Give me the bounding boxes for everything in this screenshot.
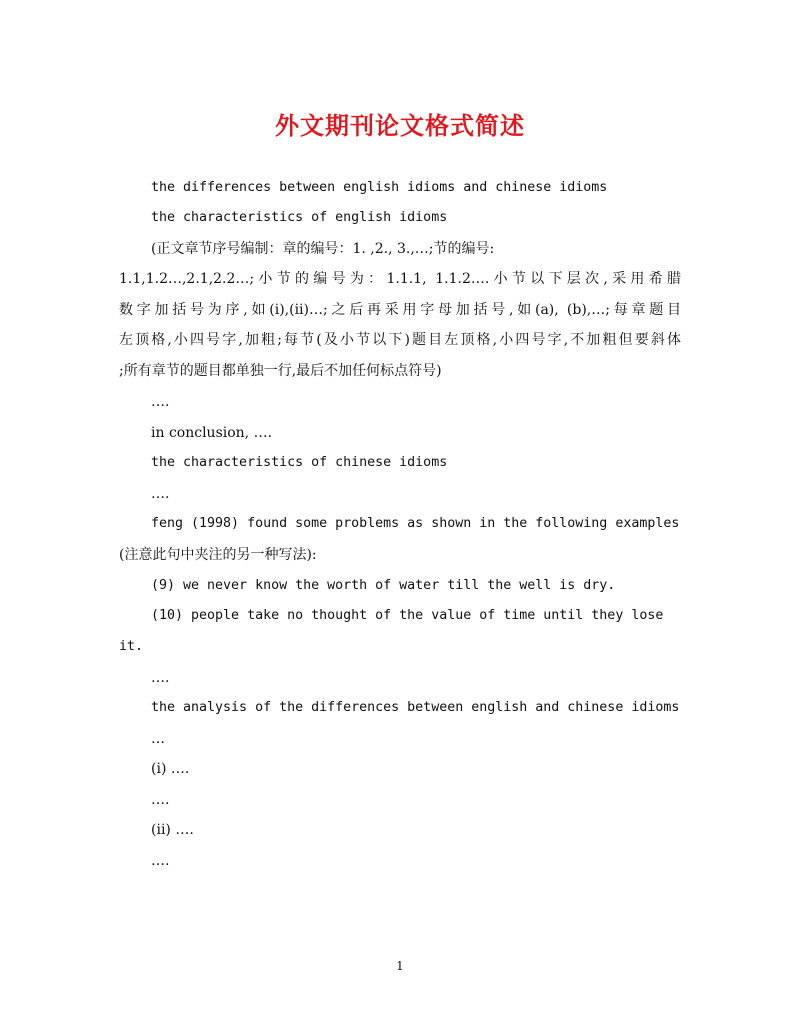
conclusion-line: in conclusion, ….: [151, 425, 273, 441]
heading-english-chinese-idioms: the differences between english idioms and chinese idioms: [151, 180, 608, 195]
subsection-i: (i) ….: [151, 761, 190, 777]
ellipsis-line: ….: [151, 486, 170, 502]
numbering-note-line: 左顶格,小四号字,加粗;每节(及小节以下)题目左顶格,小四号字,不加粗但要斜体: [119, 332, 681, 348]
document-title: 外文期刊论文格式简述: [275, 112, 525, 140]
numbering-note-line: ;所有章节的题目都单独一行,最后不加任何标点符号): [119, 363, 442, 379]
citation-note-line: (注意此句中夹注的另一种写法):: [119, 547, 317, 563]
example-10-continued: it.: [119, 639, 144, 654]
ellipsis-line: ….: [151, 853, 170, 869]
numbering-note-line: 1.1,1.2…,2.1,2.2…;小节的编号为：1.1.1, 1.1.2….小节以下层次,采用希腊: [119, 271, 681, 287]
heading-analysis: the analysis of the differences between english and chinese idioms: [151, 700, 680, 715]
ellipsis-line: …: [151, 731, 165, 747]
citation-example-line: feng (1998) found some problems as shown in the following examples: [151, 516, 680, 531]
example-10: (10) people take no thought of the value of time until they lose: [151, 608, 664, 623]
ellipsis-line: ….: [151, 792, 170, 808]
numbering-note-line: (正文章节序号编制：章的编号：1. ,2., 3.,…;节的编号:: [151, 241, 495, 257]
ellipsis-line: ….: [151, 670, 170, 686]
subsection-ii: (ii) ….: [151, 822, 194, 838]
heading-english-idioms: the characteristics of english idioms: [151, 210, 448, 225]
numbering-note-line: 数字加括号为序,如(i),(ii)…;之后再采用字母加括号,如(a), (b),…;每章题目: [119, 302, 681, 318]
ellipsis-line: ….: [151, 394, 170, 410]
heading-chinese-idioms: the characteristics of chinese idioms: [151, 455, 448, 470]
page-number: 1: [396, 959, 404, 973]
example-9: (9) we never know the worth of water till the well is dry.: [151, 578, 616, 593]
